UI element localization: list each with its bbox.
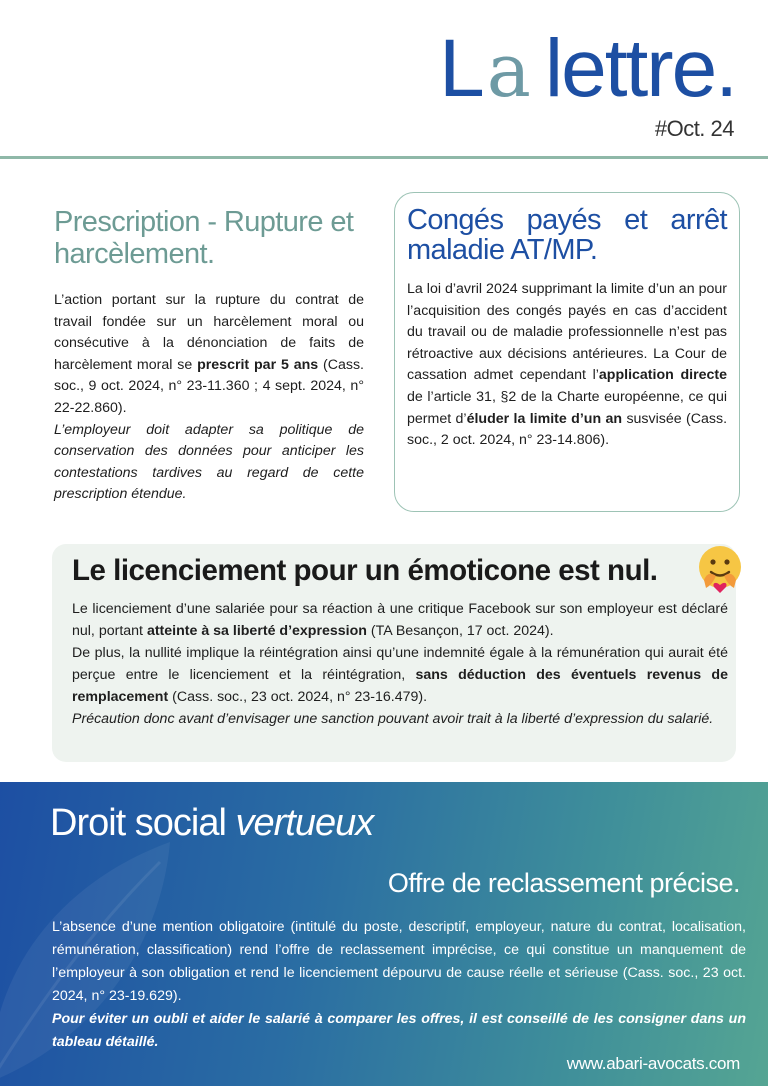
- conges-body: La loi d’avril 2024 supprimant la limite d’un an pour l’acquisition des congés payés en cas d’accident du travail ou de maladie professionnelle n’est pas rétroactive aux décisions antérieures. La Cour de cassation admet cependant l’application directe de l’article 31, §2 de la Charte européenne, ce qui permet d’éluder la limite d’un an susvisée (Cass. soc., 2 oct. 2024, n° 23-14.806).: [407, 281, 728, 449]
- emoticone-paragraph-2: De plus, la nullité implique la réintégration ainsi qu’une indemnité égale à la rémunération qui aurait été perçue entre le licenciement et la réintégration, sans déduction des éventuels revenus de remplacement (Cass. soc., 23 oct. 2024, n° 23-16.479).: [72, 645, 728, 705]
- prescription-section: [54, 206, 364, 506]
- emoticone-highlight-2: sans déduction des éventuels revenus de remplacement: [72, 667, 728, 705]
- issue-tag: #Oct. 24: [654, 116, 734, 141]
- brand-letter-l: L: [439, 23, 483, 114]
- header-divider: [0, 156, 768, 159]
- footer-title: Droit social vertueux: [50, 802, 374, 844]
- conges-card: [394, 192, 740, 512]
- prescription-title: Prescription - Rupture et harcèlement.: [54, 206, 354, 270]
- prescription-paragraph: L’action portant sur la rupture du contrat de travail fondée sur un harcèlement moral ou consécutive à la dénonciation de faits de harcèlement moral se prescrit par 5 ans (Cass. soc., 9 oct. 2024, n° 23-11.360 ; 4 sept. 2024, n° 22-22.860).: [54, 292, 365, 416]
- hugging-face-icon: [694, 543, 746, 595]
- footer-body: [52, 916, 746, 1054]
- brand-logo: [439, 23, 736, 114]
- conges-highlight-1: application directe: [598, 367, 727, 384]
- conges-highlight-2: éluder la limite d’un an: [466, 410, 623, 427]
- brand-word: lettre.: [544, 23, 736, 114]
- footer-subtitle: Offre de reclassement précise.: [387, 868, 740, 898]
- brand-letter-a: a: [486, 28, 531, 114]
- footer-title-emphasis: vertueux: [235, 802, 374, 844]
- footer-section: [0, 782, 768, 1086]
- website-link[interactable]: www.abari-avocats.com: [566, 1054, 740, 1073]
- emoticone-highlight-1: atteinte à sa liberté d’expression: [146, 623, 367, 639]
- conges-title: Congés payés et arrêt maladie AT/MP.: [407, 204, 727, 266]
- prescription-advice: L’employeur doit adapter sa politique de conservation des données pour anticiper les contestations tardives au regard de cette prescription étendue.: [54, 421, 364, 503]
- prescription-highlight: prescrit par 5 ans: [197, 356, 319, 373]
- emoticone-advice: Précaution donc avant d’envisager une sanction pouvant avoir trait à la liberté d’expression du salarié.: [72, 711, 714, 727]
- emoticone-paragraph-1: Le licenciement d’une salariée pour sa réaction à une critique Facebook sur son employeur est déclaré nul, portant atteinte à sa liberté d’expression (TA Besançon, 17 oct. 2024).: [72, 601, 728, 639]
- prescription-body: [54, 290, 364, 506]
- footer-paragraph: L’absence d’une mention obligatoire (intitulé du poste, descriptif, employeur, nature du contrat, localisation, rémunération, classification) rend l’offre de reclassement imprécise, ce qui constitue un manquement de l’employeur à son obligation et rend le licenciement dépourvu de cause réelle et sérieuse (Cass. soc., 23 oct. 2024, n° 23-19.629).: [52, 919, 746, 1004]
- footer-advice: Pour éviter un oubli et aider le salarié à comparer les offres, il est conseillé de les consigner dans un tableau détaillé.: [52, 1011, 746, 1050]
- emoticone-body: [72, 598, 728, 730]
- emoticone-title: Le licenciement pour un émoticone est nul.: [72, 554, 658, 587]
